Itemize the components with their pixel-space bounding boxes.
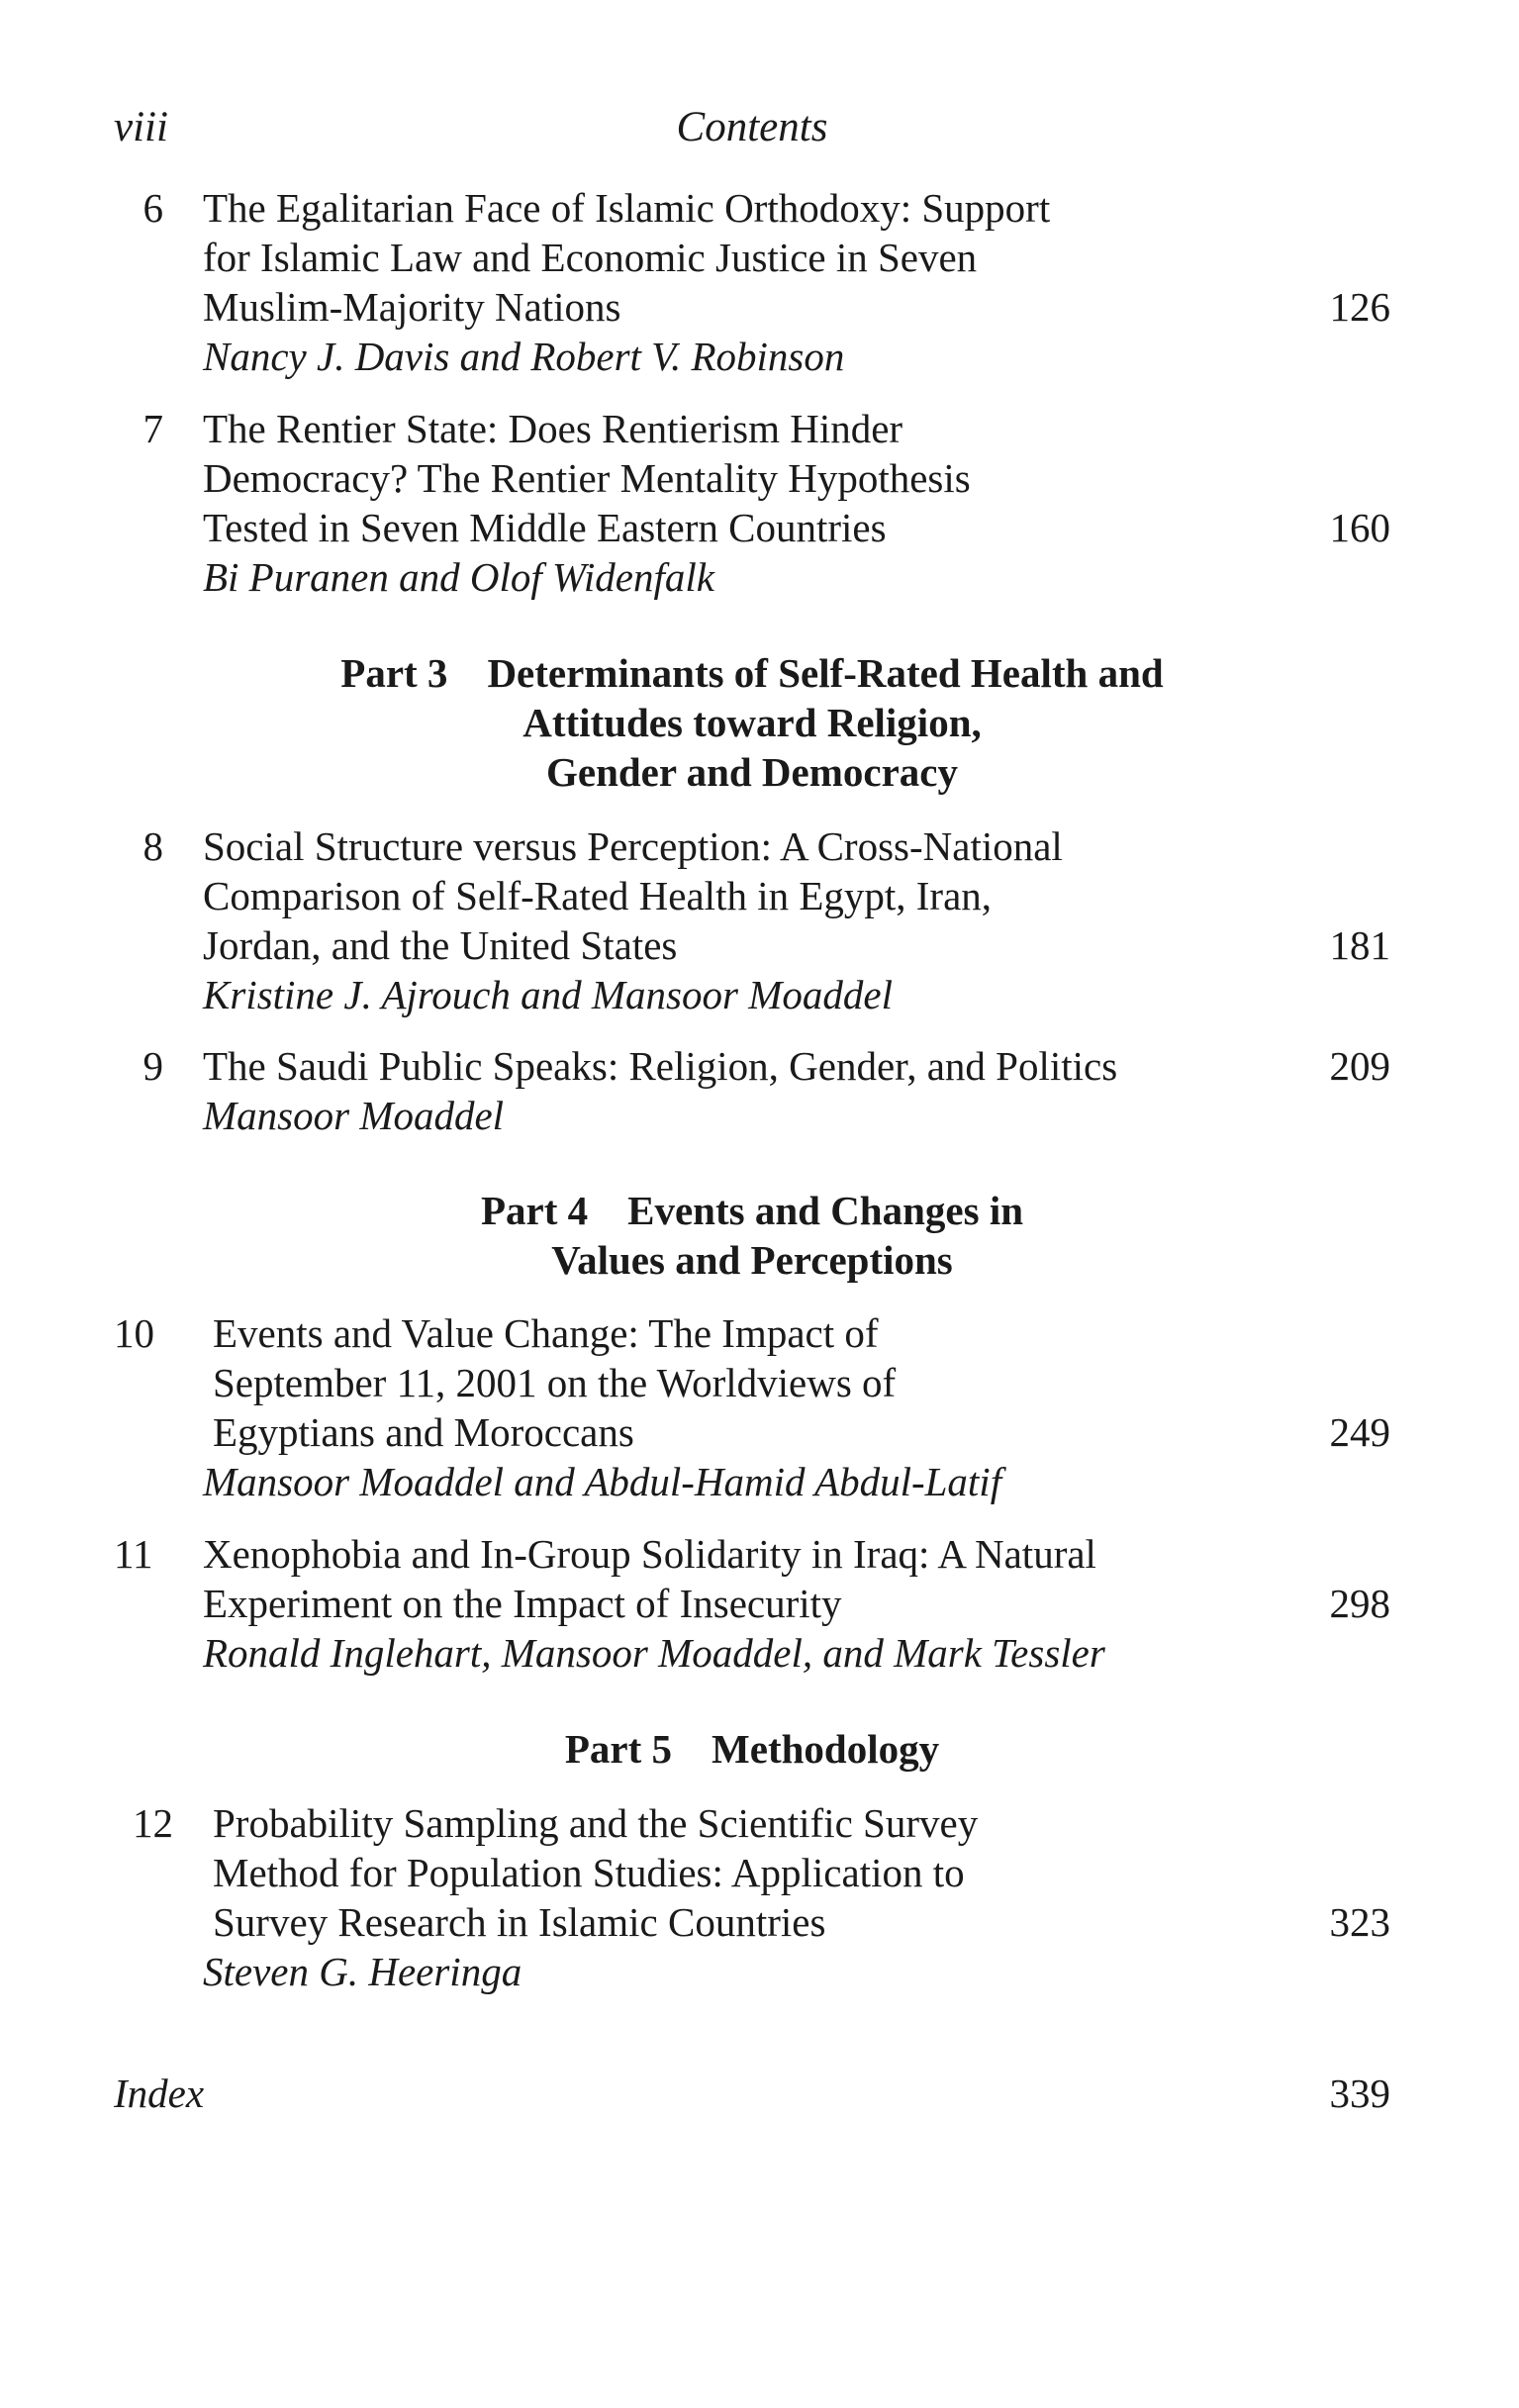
chapter-title-line: Tested in Seven Middle Eastern Countries [203,505,887,550]
chapter-title-line: Method for Population Studies: Application to [213,1850,965,1895]
page-number: 181 [1329,922,1390,968]
chapter-author: Nancy J. Davis and Robert V. Robinson [203,334,845,379]
running-head [114,103,1390,162]
chapter-author: Bi Puranen and Olof Widenfalk [203,554,714,600]
chapter-number: 8 [142,823,163,869]
chapter-author: Mansoor Moaddel and Abdul-Hamid Abdul-Latif [203,1459,1002,1504]
chapter-title-line: September 11, 2001 on the Worldviews of [213,1360,897,1405]
chapter-title-line: Muslim-Majority Nations [203,284,621,330]
folio: viii [114,104,168,150]
part-heading-3 [114,648,1390,797]
part-label: Part 3 [340,650,448,696]
part-heading-line [114,1186,1390,1235]
part-heading-4 [114,1186,1390,1285]
chapter-title-line: The Saudi Public Speaks: Religion, Gender, and Politics [203,1043,1118,1089]
page-number: 298 [1329,1581,1390,1626]
chapter-number: 10 [114,1310,154,1356]
chapter-title-line: Xenophobia and In-Group Solidarity in Iraq: A Natural [203,1531,1096,1577]
toc-entry-chapter-7[interactable] [114,404,1390,602]
chapter-title-line: Social Structure versus Perception: A Cross-National [203,823,1063,869]
running-head-title: Contents [676,104,828,150]
part-heading-line [114,648,1390,698]
part-title-line: Methodology [712,1726,940,1772]
chapter-number: 7 [142,406,163,451]
chapter-title-line: Survey Research in Islamic Countries [213,1899,826,1945]
part-title-line: Attitudes toward Religion, [522,700,982,745]
chapter-number: 12 [133,1800,173,1846]
part-heading-line [114,1724,1390,1774]
chapter-author: Steven G. Heeringa [203,1949,522,1994]
chapter-number: 11 [114,1531,153,1577]
chapter-title-line: Comparison of Self-Rated Health in Egypt, Iran, [203,873,993,918]
part-title-line: Values and Perceptions [551,1237,953,1283]
chapter-body [203,404,1291,602]
toc-entry-chapter-6[interactable] [114,183,1390,381]
index-label: Index [114,2071,205,2116]
chapter-author: Kristine J. Ajrouch and Mansoor Moaddel [203,972,893,1017]
page-number: 209 [1329,1043,1390,1089]
chapter-title-line: The Rentier State: Does Rentierism Hinder [203,406,903,451]
toc-entry-chapter-11[interactable] [114,1529,1390,1678]
page-number: 160 [1329,505,1390,550]
chapter-title-line: The Egalitarian Face of Islamic Orthodoxy: Support [203,185,1051,231]
chapter-body [203,821,1291,1019]
part-label: Part 4 [480,1188,589,1233]
chapter-number: 9 [142,1043,163,1089]
chapter-author: Mansoor Moaddel [203,1093,505,1138]
chapter-title-line: Jordan, and the United States [203,922,678,968]
toc-entry-chapter-8[interactable] [114,821,1390,1019]
toc-entry-index[interactable] [114,2069,1390,2118]
chapter-title-line: Democracy? The Rentier Mentality Hypothesis [203,455,971,501]
chapter-title-line: Probability Sampling and the Scientific Survey [213,1800,979,1846]
part-heading-5 [114,1724,1390,1774]
toc-entry-chapter-12[interactable] [114,1798,1390,1996]
chapter-body [203,183,1291,381]
page-number: 126 [1329,284,1390,330]
chapter-body [203,1798,1301,1996]
toc-entry-chapter-10[interactable] [114,1308,1390,1506]
chapter-author: Ronald Inglehart, Mansoor Moaddel, and Mark Tessler [203,1630,1105,1676]
chapter-body [203,1041,1291,1140]
chapter-body [203,1308,1301,1506]
page-number: 323 [1329,1899,1390,1945]
part-title-line: Events and Changes in [627,1188,1024,1233]
part-title-line: Gender and Democracy [545,749,958,795]
chapter-body [203,1529,1291,1678]
chapter-title-line: for Islamic Law and Economic Justice in Seven [203,235,978,280]
toc-entry-chapter-9[interactable] [114,1041,1390,1140]
part-title-line: Determinants of Self-Rated Health and [487,650,1164,696]
chapter-title-line: Egyptians and Moroccans [213,1409,634,1455]
page-number: 249 [1329,1409,1390,1455]
chapter-title-line: Events and Value Change: The Impact of [213,1310,879,1356]
page-number: 339 [1329,2071,1390,2116]
chapter-number: 6 [142,185,163,231]
part-label: Part 5 [564,1726,673,1772]
chapter-title-line: Experiment on the Impact of Insecurity [203,1581,842,1626]
